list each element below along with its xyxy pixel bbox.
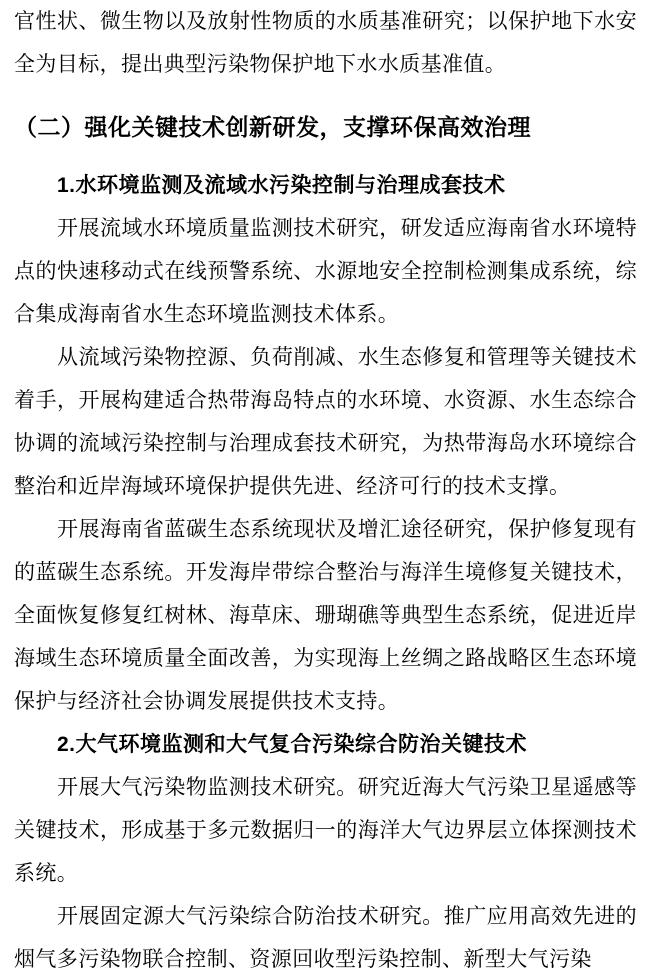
- subsection-heading-2-atmosphere: 2.大气环境监测和大气复合污染综合防治关键技术: [57, 733, 528, 756]
- paragraph-continuation: 官性状、微生物以及放射性物质的水质基准研究；以保护地下水安全为目标，提出典型污染物保护地下水水质基准值。: [14, 9, 637, 76]
- paragraph-blue-carbon-ecosystem: 开展海南省蓝碳生态系统现状及增汇途径研究，保护修复现有的蓝碳生态系统。开发海岸带综合整治与海洋生境修复关键技术，全面恢复修复红树林、海草床、珊瑚礁等典型生态系统，促进近岸海域生态环境质量全面改善，为实现海上丝绸之路战略区生态环境保护与经济社会协调发展提供技术支持。: [14, 517, 637, 713]
- paragraph-stationary-source-control: 开展固定源大气污染综合防治技术研究。推广应用高效先进的烟气多污染物联合控制、资源回收型污染控制、新型大气污染: [14, 904, 637, 971]
- paragraph-air-pollution-monitoring: 开展大气污染物监测技术研究。研究近海大气污染卫星遥感等关键技术，形成基于多元数据归一的海洋大气边界层立体探测技术系统。: [14, 775, 637, 885]
- section-heading-2: （二）强化关键技术创新研发，支撑环保高效治理: [14, 114, 531, 140]
- paragraph-watershed-pollution-control: 从流域污染物控源、负荷削减、水生态修复和管理等关键技术着手，开展构建适合热带海岛特点的水环境、水资源、水生态综合协调的流域污染控制与治理成套技术研究，为热带海岛水环境综合整治和近岸海域环境保护提供先进、经济可行的技术支撑。: [14, 345, 637, 498]
- paragraph-water-monitoring: 开展流域水环境质量监测技术研究，研发适应海南省水环境特点的快速移动式在线预警系统、水源地安全控制检测集成系统，综合集成海南省水生态环境监测技术体系。: [14, 216, 637, 326]
- subsection-heading-1-water: 1.水环境监测及流域水污染控制与治理成套技术: [57, 174, 506, 197]
